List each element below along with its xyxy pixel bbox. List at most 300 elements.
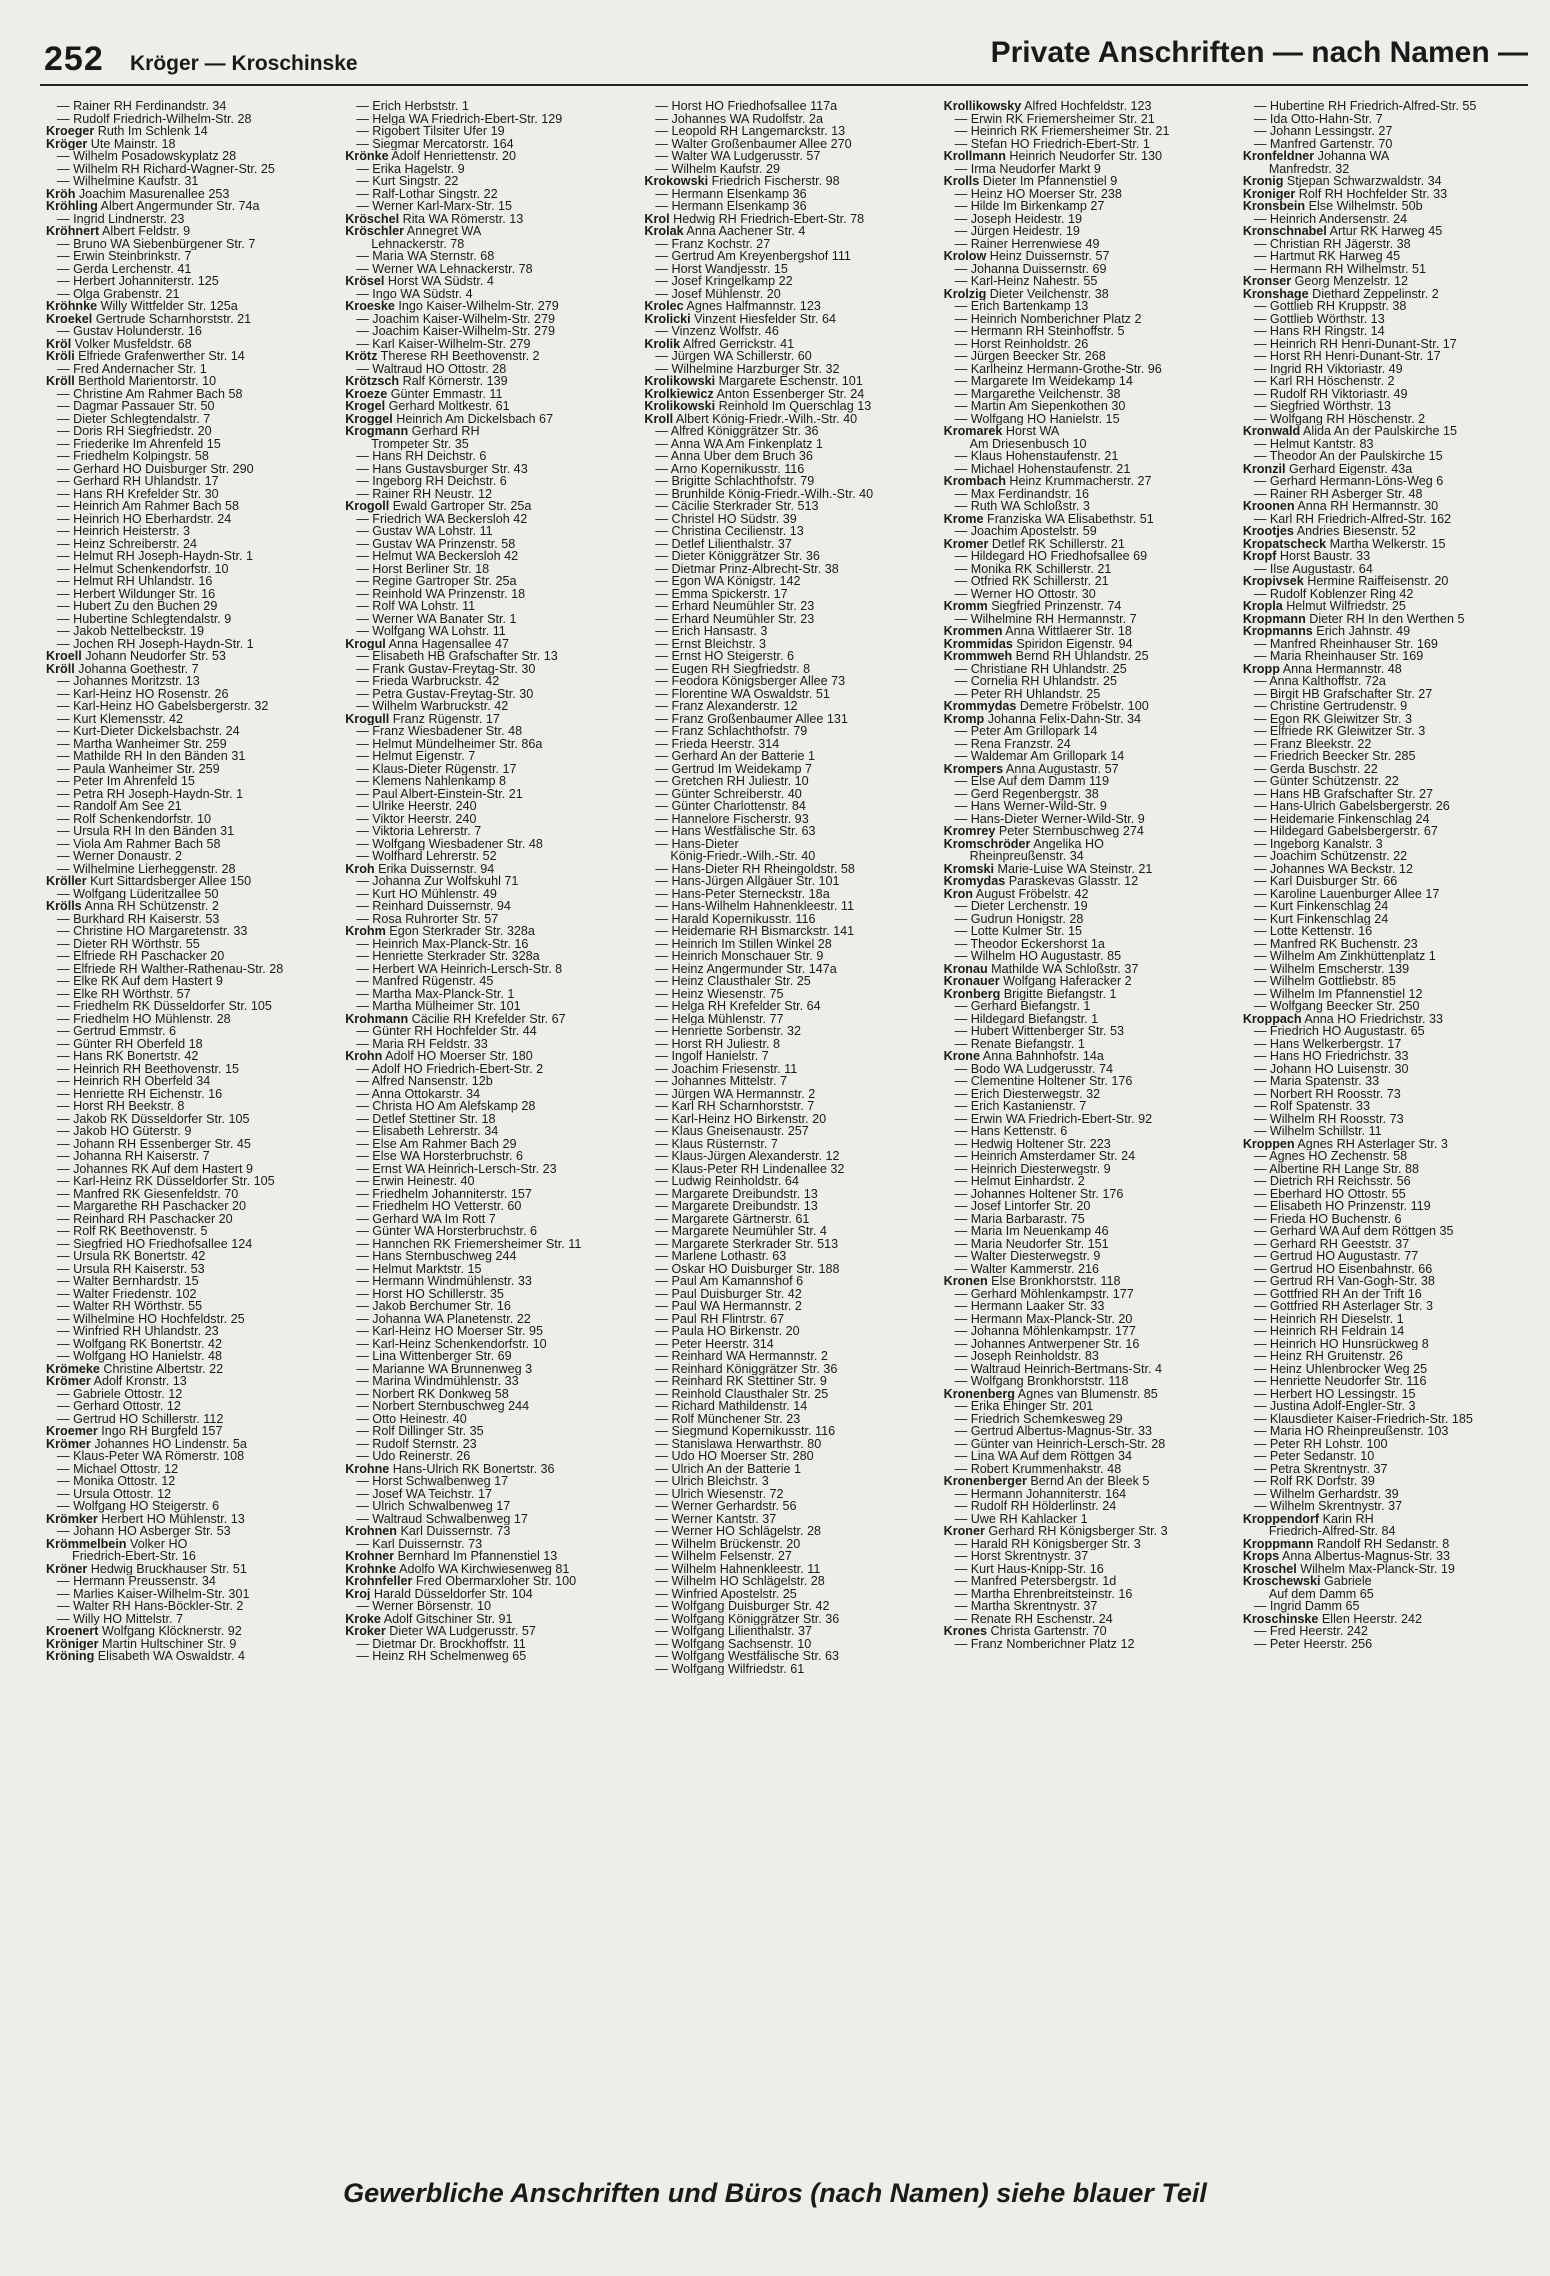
entry-details: Dieter Im Pfannenstiel 9: [979, 175, 1118, 188]
directory-entry: — Erich Kastanienstr. 7: [954, 1100, 1087, 1113]
directory-entry: — Stefan HO Friedrich-Ebert-Str. 1: [954, 137, 1150, 150]
directory-entry: [944, 963, 1231, 976]
surname: Kroppendorf: [1242, 1512, 1320, 1525]
directory-entry: — Friedhelm RK Düsseldorfer Str. 105: [57, 1000, 272, 1013]
directory-entry: — Wilhelm HO Augustastr. 85: [954, 950, 1122, 963]
directory-entry: [944, 513, 1231, 526]
entry-details: Gerhard RH: [408, 425, 480, 438]
surname: Krokowski: [644, 175, 709, 188]
directory-entry: — Elisabeth HB Grafschafter Str. 13: [356, 650, 558, 663]
directory-entry: — Kurt-Dieter Dickelsbachstr. 24: [57, 725, 240, 738]
directory-entry: [944, 1525, 1231, 1538]
surname: Kromschröder: [943, 837, 1031, 850]
directory-entry: — Siegfried HO Friedhofsallee 124: [57, 1237, 253, 1250]
surname: Kröniger: [46, 1637, 99, 1650]
directory-entry: — Gertrud RH Van-Gogh-Str. 38: [1253, 1275, 1435, 1288]
directory-entry: — Harald RH Königsberger Str. 3: [954, 1537, 1141, 1550]
directory-entry: — Peter Am Grillopark 14: [954, 725, 1098, 738]
directory-entry: — Klaus-Peter RH Lindenallee 32: [655, 1162, 845, 1175]
surname: Kröger: [46, 137, 88, 150]
directory-entry: — Winfried Apostelstr. 25: [655, 1587, 797, 1600]
entry-details: Adolfo WA Kirchwiesenweg 81: [396, 1562, 570, 1575]
directory-entry: — Marlene Lothastr. 63: [655, 1250, 787, 1263]
directory-entry: — Uwe RH Kahlacker 1: [954, 1512, 1088, 1525]
directory-entry: [644, 338, 931, 351]
directory-entry: — Hans-Wilhelm Hahnenkleestr. 11: [655, 900, 854, 913]
directory-entry: — Dieter Schlegtendalstr. 7: [57, 412, 211, 425]
directory-entry: — Waldemar Am Grillopark 14: [954, 750, 1125, 763]
directory-entry: — Wilhelm Am Zinkhüttenplatz 1: [1253, 950, 1436, 963]
surname: Kropp: [1242, 662, 1280, 675]
entry-details: Gerhard RH Königsberger Str. 3: [984, 1525, 1168, 1538]
directory-entry: — Johann Lessingstr. 27: [1253, 125, 1393, 138]
directory-entry: — Eugen RH Siegfriedstr. 8: [655, 662, 811, 675]
surname: Krops: [1242, 1550, 1280, 1563]
entry-details: Anna Aachener Str. 4: [683, 225, 806, 238]
entry-details: Ellen Heerstr. 242: [1318, 1612, 1423, 1625]
directory-entry: — Gertrud Im Weidekamp 7: [655, 762, 812, 775]
directory-entry: — Viola Am Rahmer Bach 58: [57, 837, 221, 850]
directory-entry: — Ulrike Heerstr. 240: [356, 800, 477, 813]
entry-details: Heinrich Am Dickelsbach 67: [392, 412, 554, 425]
directory-entry: — Michael Ottostr. 12: [57, 1462, 179, 1475]
directory-entry: — Ulrich Wiesenstr. 72: [655, 1487, 784, 1500]
directory-entry: [345, 413, 632, 426]
directory-entry: — Elfriede RH Walther-Rathenau-Str. 28: [57, 962, 284, 975]
directory-entry: — Hans-Dieter Werner-Wild-Str. 9: [954, 812, 1145, 825]
entry-details: Hedwig RH Friedrich-Ebert-Str. 78: [669, 212, 865, 225]
directory-entry: — Franz Großenbaumer Allee 131: [655, 712, 848, 725]
surname: Kronsbein: [1242, 200, 1306, 213]
entry-details: Wilhelm Max-Planck-Str. 19: [1296, 1562, 1455, 1575]
surname: Kroonen: [1242, 500, 1295, 513]
directory-entry: — Ingeborg RH Deichstr. 6: [356, 475, 507, 488]
surname: Kronberg: [943, 987, 1001, 1000]
entry-details: Elisabeth WA Oswaldstr. 4: [94, 1650, 245, 1663]
directory-entry: — Wolfgang HO Steigerstr. 6: [57, 1500, 220, 1513]
directory-entry: — Rolf RK Beethovenstr. 5: [57, 1225, 208, 1238]
directory-entry: — Wilhelm Kaufstr. 29: [655, 162, 780, 175]
entry-details: Anna Albertus-Magnus-Str. 33: [1279, 1550, 1451, 1563]
surname: Kröning: [46, 1650, 95, 1663]
directory-entry: — Burkhard RH Kaiserstr. 53: [57, 912, 220, 925]
directory-entry: — Günter RH Hochfelder Str. 44: [356, 1025, 537, 1038]
directory-entry: — Herbert HO Lessingstr. 15: [1253, 1387, 1416, 1400]
entry-details: Horst WA: [1002, 425, 1060, 438]
directory-entry: — Rolf Münchener Str. 23: [655, 1412, 801, 1425]
surname: Kroppach: [1242, 1012, 1302, 1025]
directory-entry: — Henriette Sterkrader Str. 328a: [356, 950, 540, 963]
directory-entry: — Feodora Königsberger Allee 73: [655, 675, 846, 688]
directory-entry: — Jürgen WA Schillerstr. 60: [655, 350, 812, 363]
entry-details: Harald Düsseldorfer Str. 104: [370, 1587, 533, 1600]
directory-entry: — Erich Bartenkamp 13: [954, 300, 1089, 313]
entry-details: Rolf RH Hochfelder Str. 33: [1295, 187, 1448, 200]
directory-entry: — Reinhard WA Hermannstr. 2: [655, 1350, 828, 1363]
surname: Kromarek: [943, 425, 1003, 438]
directory-entry: — Hubertine Schlegtendalstr. 9: [57, 612, 232, 625]
directory-entry: — Peter RH Uhlandstr. 25: [954, 687, 1101, 700]
directory-entry: — Wolfgang Westfälische Str. 63: [655, 1650, 840, 1663]
directory-entry: — Hans Welkerbergstr. 17: [1253, 1037, 1402, 1050]
directory-entry: — Wilhelm RH Richard-Wagner-Str. 25: [57, 162, 275, 175]
surname: Krolikowski: [644, 375, 716, 388]
directory-entry: — Elfriede RH Paschacker 20: [57, 950, 225, 963]
surname: Kröhling: [46, 200, 98, 213]
surname: Kropatscheck: [1242, 537, 1327, 550]
directory-entry: — Josef Lintorfer Str. 20: [954, 1200, 1091, 1213]
directory-entry: — Wilhelm Emscherstr. 139: [1253, 962, 1410, 975]
directory-entry: — Ernst WA Heinrich-Lersch-Str. 23: [356, 1162, 557, 1175]
directory-entry: — Johann RH Essenberger Str. 45: [57, 1137, 251, 1150]
entry-details: Wolfgang Haferacker 2: [999, 975, 1132, 988]
directory-entry: — Wilhelm Gerhardstr. 39: [1253, 1487, 1399, 1500]
directory-entry: — Petra RH Joseph-Haydn-Str. 1: [57, 787, 244, 800]
directory-entry: — Johannes Antwerpener Str. 16: [954, 1337, 1140, 1350]
directory-entry: — Gertrud HO Eisenbahnstr. 66: [1253, 1262, 1433, 1275]
directory-entry: — Hermann Preussenstr. 34: [57, 1575, 216, 1588]
directory-entry: — Marina Windmühlenstr. 33: [356, 1375, 519, 1388]
directory-entry: [1243, 500, 1530, 513]
directory-entry: — Manfred Gartenstr. 70: [1253, 137, 1393, 150]
directory-entry: — Gerd Regenbergstr. 38: [954, 787, 1099, 800]
directory-entry: — Franz Wiesbadener Str. 48: [356, 725, 523, 738]
surname: Krommweh: [943, 650, 1013, 663]
entry-details: Bernd An der Bleek 5: [1026, 1475, 1150, 1488]
directory-entry: — Frieda HO Buchenstr. 6: [1253, 1212, 1402, 1225]
directory-entry: — Birgit HB Grafschafter Str. 27: [1253, 687, 1433, 700]
surname: Kroell: [46, 650, 82, 663]
surname: Krohn: [345, 1050, 383, 1063]
surname: Krolls: [943, 175, 980, 188]
entry-details: Johanna WA: [1314, 150, 1390, 163]
directory-entry: — Margarete Dreibundstr. 13: [655, 1200, 818, 1213]
surname: Krolikowski: [644, 400, 716, 413]
directory-entry: — Werner Kantstr. 37: [655, 1512, 777, 1525]
directory-entry: — Hannelore Fischerstr. 93: [655, 812, 809, 825]
directory-entry: — Hartmut RK Harweg 45: [1253, 250, 1401, 263]
directory-entry: — Wilhelm RH Roosstr. 73: [1253, 1112, 1404, 1125]
surname: Krome: [943, 512, 984, 525]
directory-entry: [1243, 225, 1530, 238]
directory-entry: — Horst Reinholdstr. 26: [954, 337, 1089, 350]
entry-details: Friedrich Fischerstr. 98: [708, 175, 840, 188]
entry-continuation: Auf dem Damm 65: [1268, 1587, 1374, 1600]
directory-entry: — Helmut WA Beckersloh 42: [356, 550, 519, 563]
directory-entry: — Johannes Mittelstr. 7: [655, 1075, 788, 1088]
directory-entry: [944, 700, 1231, 713]
surname: Kronshage: [1242, 287, 1309, 300]
entry-details: Johanna Felix-Dahn-Str. 34: [984, 712, 1142, 725]
directory-entry: — Margarete Im Weidekamp 14: [954, 375, 1133, 388]
directory-entry: — Hermann RH Steinhoffstr. 5: [954, 325, 1125, 338]
directory-entry: — Heinrich Monschauer Str. 9: [655, 950, 824, 963]
directory-entry: — Anna Ottokarstr. 34: [356, 1087, 481, 1100]
surname: Krolow: [943, 250, 987, 263]
surname: Kronwald: [1242, 425, 1301, 438]
directory-entry: [944, 250, 1231, 263]
directory-entry: — Paul RH Flintrstr. 67: [655, 1312, 785, 1325]
directory-entry: — Rainer Herrenwiese 49: [954, 237, 1100, 250]
directory-entry: — Horst Skrentnystr. 37: [954, 1550, 1089, 1563]
directory-entry: — Hermann Max-Planck-Str. 20: [954, 1312, 1133, 1325]
directory-entry: — Gudrun Honigstr. 28: [954, 912, 1084, 925]
directory-entry: [345, 1588, 632, 1601]
directory-entry: — Günter Schreiberstr. 40: [655, 787, 802, 800]
entry-details: Spiridon Eigenstr. 94: [1012, 637, 1133, 650]
entry-details: Siegfried Prinzenstr. 74: [987, 600, 1122, 613]
entry-details: Ute Mainstr. 18: [87, 137, 176, 150]
surname: Kroenert: [46, 1625, 99, 1638]
entry-details: Heinrich Neudorfer Str. 130: [1005, 150, 1162, 163]
directory-entry: — Hildegard HO Friedhofsallee 69: [954, 550, 1148, 563]
directory-entry: — Wolfgang WA Lohstr. 11: [356, 625, 506, 638]
directory-entry: — Gerhard HO Duisburger Str. 290: [57, 462, 254, 475]
directory-entry: — Walter Friedenstr. 102: [57, 1287, 197, 1300]
directory-entry: [944, 600, 1231, 613]
entry-details: Hermine Raiffeisenstr. 20: [1303, 575, 1449, 588]
surname: Kroppen: [1242, 1137, 1295, 1150]
directory-entry: — Johannes WA Beckstr. 12: [1253, 862, 1413, 875]
surname: Krompers: [943, 762, 1004, 775]
directory-entry: — Ulrich An der Batterie 1: [655, 1462, 801, 1475]
directory-entry: [944, 975, 1231, 988]
entry-details: Adolf HO Moerser Str. 180: [382, 1050, 533, 1063]
directory-entry: [944, 1388, 1231, 1401]
directory-entry: [345, 925, 632, 938]
surname: Krolzig: [943, 287, 987, 300]
directory-entry: [644, 375, 931, 388]
directory-entry: — Richard Mathildenstr. 14: [655, 1400, 808, 1413]
surname: Kropla: [1242, 600, 1283, 613]
directory-entry: — Emma Spickerstr. 17: [655, 587, 788, 600]
surname: Krolik: [644, 337, 681, 350]
directory-entry: — Ingrid Lindnerstr. 23: [57, 212, 185, 225]
surname: Krommidas: [943, 637, 1013, 650]
directory-entry: — Johanna Zur Wolfskuhl 71: [356, 875, 519, 888]
directory-entry: — Paul WA Hermannstr. 2: [655, 1300, 802, 1313]
surname: Kropmann: [1242, 612, 1306, 625]
entry-details: Andries Biesenstr. 52: [1293, 525, 1416, 538]
surname: Kroker: [345, 1625, 386, 1638]
directory-entry: [944, 763, 1231, 776]
directory-entry: — Petra Gustav-Freytag-Str. 30: [356, 687, 534, 700]
directory-entry: [1243, 425, 1530, 438]
directory-entry: — Hans-Peter Sterneckstr. 18a: [655, 887, 830, 900]
directory-entry: [46, 1538, 333, 1551]
surname: Kröll: [46, 375, 75, 388]
directory-entry: — Hans-Jürgen Allgäuer Str. 101: [655, 875, 840, 888]
entry-details: Wolfgang Klöcknerstr. 92: [98, 1625, 242, 1638]
entry-details: Ewald Gartroper Str. 25a: [389, 500, 532, 513]
directory-entry: — Dietmar Prinz-Albrecht-Str. 38: [655, 562, 839, 575]
directory-entry: — Rudolf Sternstr. 23: [356, 1437, 477, 1450]
directory-entry: — Ingolf Hanielstr. 7: [655, 1050, 769, 1063]
directory-entry: [1243, 288, 1530, 301]
entry-details: Albert Angermunder Str. 74a: [97, 200, 260, 213]
surname: Kromp: [943, 712, 985, 725]
entry-details: Hedwig Bruckhauser Str. 51: [87, 1562, 247, 1575]
directory-entry: — Günter van Heinrich-Lersch-Str. 28: [954, 1437, 1166, 1450]
surname: Kroschinske: [1242, 1612, 1319, 1625]
directory-entry: — Karl Duisburger Str. 66: [1253, 875, 1398, 888]
directory-entry: — Adolf HO Friedrich-Ebert-Str. 2: [356, 1062, 544, 1075]
directory-entry: — Egon RK Gleiwitzer Str. 3: [1253, 712, 1412, 725]
entry-details: Gertrude Scharnhorststr. 21: [92, 312, 252, 325]
directory-entry: — Hubert Wittenberger Str. 53: [954, 1025, 1124, 1038]
directory-entry: — Karl-Heinz HO Gabelsbergerstr. 32: [57, 700, 269, 713]
surname: Kroner: [943, 1525, 985, 1538]
entry-details: Horst WA Südstr. 4: [384, 275, 494, 288]
surname: Kroeske: [345, 300, 395, 313]
directory-entry: [1243, 663, 1530, 676]
directory-entry: — Gerda Buschstr. 22: [1253, 762, 1378, 775]
surname: Kropmanns: [1242, 625, 1313, 638]
directory-entry: — Mathilde RH In den Bänden 31: [57, 750, 246, 763]
directory-entry: [46, 663, 333, 676]
directory-entry: — Hans Westfälische Str. 63: [655, 825, 816, 838]
directory-entry: [345, 425, 632, 438]
directory-entry: — Reinhard RK Stettiner Str. 9: [655, 1375, 827, 1388]
directory-entry: — Gerhard Biefangstr. 1: [954, 1000, 1091, 1013]
directory-entry: [345, 225, 632, 238]
directory-entry: — Klaus Rüsternstr. 7: [655, 1137, 778, 1150]
surname: Kroggel: [345, 412, 393, 425]
directory-entry: — Wolfgang Bronkhorststr. 118: [954, 1375, 1129, 1388]
directory-entry: — Hans RH Krefelder Str. 30: [57, 487, 219, 500]
surname: Kronau: [943, 962, 988, 975]
column-2: [345, 100, 632, 2140]
directory-entry: — Frank Gustav-Freytag-Str. 30: [356, 662, 536, 675]
directory-entry: — Alfred Nansenstr. 12b: [356, 1075, 493, 1088]
directory-entry: — Willy HO Mittelstr. 7: [57, 1612, 183, 1625]
directory-entry: — Marlies Kaiser-Wilhelm-Str. 301: [57, 1587, 250, 1600]
directory-entry: — Joachim Kaiser-Wilhelm-Str. 279: [356, 312, 555, 325]
directory-entry: — Stanislawa Herwarthstr. 80: [655, 1437, 822, 1450]
directory-entry: — Hans-Dieter RH Rheingoldstr. 58: [655, 862, 855, 875]
directory-entry: — Eberhard HO Ottostr. 55: [1253, 1187, 1406, 1200]
directory-entry: [1243, 1538, 1530, 1551]
directory-entry: — Jakob Berchumer Str. 16: [356, 1300, 511, 1313]
entry-details: Mathilde WA Schloßstr. 37: [987, 962, 1139, 975]
directory-entry: — Peter Im Ahrenfeld 15: [57, 775, 195, 788]
directory-entry: [1243, 538, 1530, 551]
entry-details: Else Wilhelmstr. 50b: [1305, 200, 1423, 213]
entry-details: Dieter WA Ludgerusstr. 57: [385, 1625, 536, 1638]
surname: Kronser: [1242, 275, 1292, 288]
directory-entry: — Hildegard Biefangstr. 1: [954, 1012, 1099, 1025]
entry-details: Herbert HO Mühlenstr. 13: [97, 1512, 245, 1525]
directory-entry: — Margarete Sterkrader Str. 513: [655, 1237, 839, 1250]
directory-entry: [345, 1613, 632, 1626]
directory-entry: — Viktor Heerstr. 240: [356, 812, 477, 825]
entry-details: Martin Hultschiner Str. 9: [98, 1637, 237, 1650]
directory-entry: — Ingrid RH Viktoriastr. 49: [1253, 362, 1403, 375]
directory-entry: — Martha Mülheimer Str. 101: [356, 1000, 521, 1013]
directory-entry: — Ludwig Reinholdstr. 64: [655, 1175, 799, 1188]
entry-details: Gerhard Moltkestr. 61: [385, 400, 510, 413]
surname: Krömer: [46, 1375, 91, 1388]
column-5: [1243, 100, 1530, 2140]
directory-entry: — Egon WA Königstr. 142: [655, 575, 801, 588]
directory-entry: — Heinrich Amsterdamer Str. 24: [954, 1150, 1136, 1163]
directory-entry: — Manfred Petersbergstr. 1d: [954, 1575, 1117, 1588]
directory-entry: [944, 475, 1231, 488]
directory-entry: — Gertrud Albertus-Magnus-Str. 33: [954, 1425, 1152, 1438]
entry-continuation: Rheinpreußenstr. 34: [969, 850, 1084, 863]
directory-entry: — Hedwig Holtener Str. 223: [954, 1137, 1111, 1150]
directory-entry: — Anna Über dem Bruch 36: [655, 450, 813, 463]
entry-details: Alida An der Paulskirche 15: [1300, 425, 1458, 438]
directory-entry: — Reinhard RH Paschacker 20: [57, 1212, 233, 1225]
directory-entry: — Wolfgang HO Hanielstr. 48: [57, 1350, 222, 1363]
entry-details: Margarete Eschenstr. 101: [715, 375, 863, 388]
directory-entry: — Heinrich Andersenstr. 24: [1253, 212, 1408, 225]
directory-entry: — Johanna WA Planetenstr. 22: [356, 1312, 531, 1325]
directory-entry: — Klausdieter Kaiser-Friedrich-Str. 185: [1253, 1412, 1473, 1425]
directory-entry: — Heinrich Am Rahmer Bach 58: [57, 500, 239, 513]
directory-entry: — Wilhelm Brückenstr. 20: [655, 1537, 801, 1550]
directory-entry: — Hans-Dieter: [655, 837, 739, 850]
directory-entry: — Erwin Steinbrinkstr. 7: [57, 250, 192, 263]
directory-entry: — Wolfgang HO Hanielstr. 15: [954, 412, 1120, 425]
directory-entry: — Rudolf RH Hölderlinstr. 24: [954, 1500, 1117, 1513]
directory-entry: — Dieter Lerchenstr. 19: [954, 900, 1088, 913]
entry-continuation: Manfredstr. 32: [1268, 162, 1350, 175]
surname: Krötz: [345, 350, 378, 363]
directory-entry: — Herbert Wildunger Str. 16: [57, 587, 216, 600]
directory-entry: — Rolf Schenkendorfstr. 10: [57, 812, 212, 825]
directory-entry: — Heinrich RH Feldrain 14: [1253, 1325, 1405, 1338]
surname: Kroschel: [1242, 1562, 1297, 1575]
entry-details: Ruth Im Schlenk 14: [94, 125, 208, 138]
directory-entry: — Michael Hohenstaufenstr. 21: [954, 462, 1131, 475]
surname: Kronig: [1242, 175, 1284, 188]
directory-entry: [46, 225, 333, 238]
surname: Krommydas: [943, 700, 1017, 713]
directory-entry: — Wolfgang Duisburger Str. 42: [655, 1600, 830, 1613]
surname: Kröh: [46, 187, 76, 200]
entry-details: Cäcilie RH Krefelder Str. 67: [408, 1012, 566, 1025]
surname: Kromski: [943, 862, 995, 875]
surname: Kröl: [46, 337, 72, 350]
directory-entry: — Gretchen RH Juliestr. 10: [655, 775, 809, 788]
directory-entry: — Wolfgang Sachsenstr. 10: [655, 1637, 812, 1650]
directory-entry: — Maria Neudorfer Str. 151: [954, 1237, 1109, 1250]
directory-entry: — Viktoria Lehrerstr. 7: [356, 825, 482, 838]
directory-entry: [944, 150, 1231, 163]
directory-entry: — Ralf-Lothar Singstr. 22: [356, 187, 498, 200]
entry-details: Dieter RH In den Werthen 5: [1305, 612, 1465, 625]
directory-entry: — Helmut RH Uhlandstr. 16: [57, 575, 213, 588]
directory-entry: — Hermann Johanniterstr. 164: [954, 1487, 1127, 1500]
surname: Kroemer: [46, 1425, 98, 1438]
directory-entry: — Paula Wanheimer Str. 259: [57, 762, 220, 775]
directory-entry: [1243, 463, 1530, 476]
directory-entry: — Wolfgang Wiesbadener Str. 48: [356, 837, 543, 850]
directory-entry: — Klaus Gneisenaustr. 257: [655, 1125, 809, 1138]
directory-entry: — Kurt Haus-Knipp-Str. 16: [954, 1562, 1104, 1575]
directory-entry: — Joseph Heidestr. 19: [954, 212, 1083, 225]
directory-entry: — Horst RH Henri-Dunant-Str. 17: [1253, 350, 1441, 363]
directory-entry: — Erika Hagelstr. 9: [356, 162, 465, 175]
directory-entry: — Herbert Johanniterstr. 125: [57, 275, 219, 288]
entry-details: Agnes van Blumenstr. 85: [1014, 1387, 1158, 1400]
surname: Krone: [943, 1050, 980, 1063]
directory-entry: — Elisabeth HO Prinzenstr. 119: [1253, 1200, 1431, 1213]
directory-entry: — Walter RH Hans-Böckler-Str. 2: [57, 1600, 244, 1613]
surname: Kronzil: [1242, 462, 1286, 475]
